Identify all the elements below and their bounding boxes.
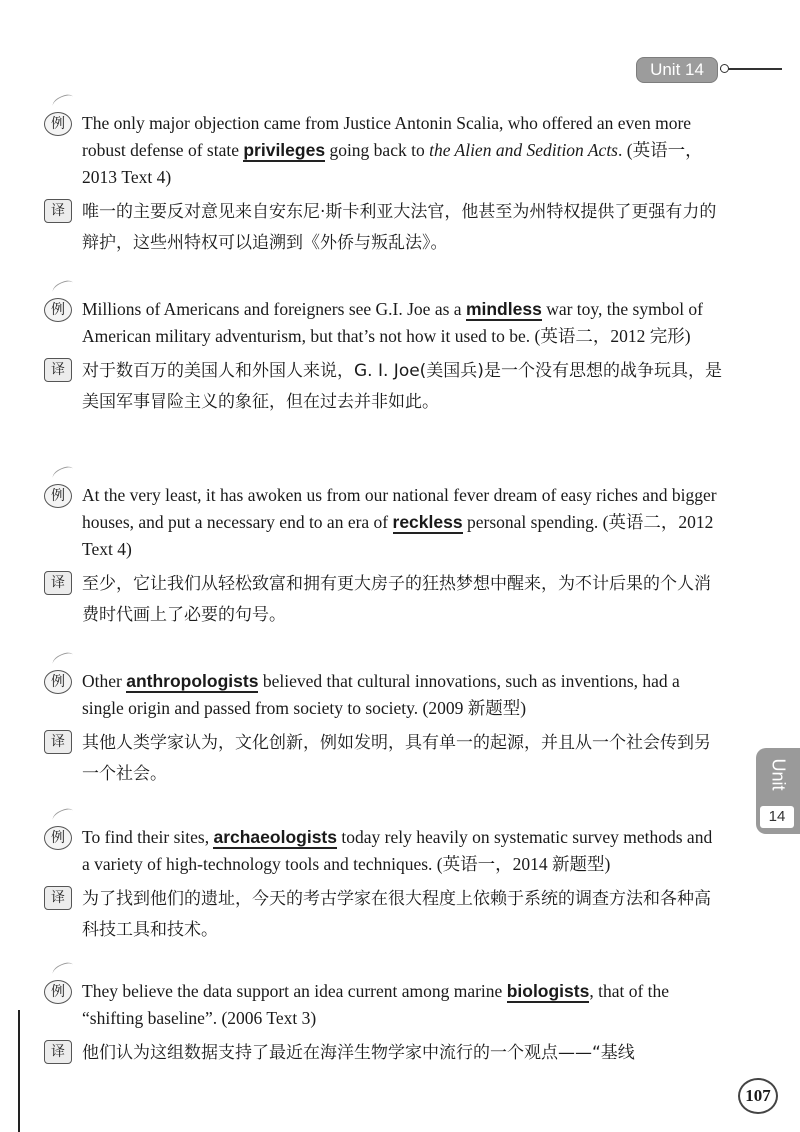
example-sentence — [44, 482, 724, 563]
feather-icon — [51, 960, 76, 979]
translation-text: 对于数百万的美国人和外国人来说，G. I. Joe(美国兵)是一个没有思想的战争玩具，是美国军事冒险主义的象征，但在过去并非如此。 — [82, 361, 722, 412]
translation-marker-icon: 译 — [44, 571, 72, 595]
page-number: 107 — [738, 1078, 778, 1114]
example-sentence — [44, 824, 724, 878]
example-sentence — [44, 296, 724, 350]
source-note: (2006 Text 3) — [217, 1008, 317, 1028]
sentence-text: They believe the data support an idea current among marine — [82, 981, 507, 1001]
side-unit-tab — [756, 748, 800, 834]
sentence-text: , that of the “shifting baseline”. — [82, 981, 670, 1028]
sentence-text: personal spending. — [462, 512, 599, 532]
translation-marker-icon: 译 — [44, 358, 72, 382]
example-sentence — [44, 978, 724, 1032]
translation — [44, 197, 724, 259]
sentence-text: The only major objection came from Justice Antonin Scalia, who offered an even more robust defense of state — [82, 113, 692, 160]
example-entry — [44, 482, 724, 631]
translation — [44, 1038, 724, 1069]
example-marker-icon: 例 — [44, 826, 72, 850]
example-entry — [44, 668, 724, 790]
translation-text: 唯一的主要反对意见来自安东尼·斯卡利亚大法官，他甚至为州特权提供了更强有力的辩护，这些州特权可以追溯到《外侨与叛乱法》。 — [82, 202, 717, 253]
side-tab-number: 14 — [760, 806, 794, 828]
translation — [44, 569, 724, 631]
left-margin-rule — [18, 1010, 20, 1132]
translation-text: 他们认为这组数据支持了最近在海洋生物学家中流行的一个观点——“基线 — [82, 1043, 635, 1063]
keyword: reckless — [392, 512, 463, 532]
header-rule-dot — [720, 64, 729, 73]
side-tab-word: Unit — [768, 758, 789, 791]
source-note: (英语二，2012 完形) — [530, 326, 691, 346]
source-note: (2009 新题型) — [418, 698, 527, 718]
feather-icon — [51, 278, 76, 297]
translation-marker-icon: 译 — [44, 886, 72, 910]
keyword: archaeologists — [213, 827, 337, 847]
translation — [44, 356, 724, 418]
source-note: (英语二，2012 Text 4) — [82, 512, 714, 559]
example-entry — [44, 296, 724, 418]
feather-icon — [51, 650, 76, 669]
sentence-text: Millions of Americans and foreigners see G.I. Joe as a — [82, 299, 466, 319]
example-marker-icon: 例 — [44, 112, 72, 136]
italic-title: the Alien and Sedition Acts — [429, 140, 618, 160]
translation-marker-icon: 译 — [44, 199, 72, 223]
keyword: anthropologists — [126, 671, 259, 691]
example-marker-icon: 例 — [44, 298, 72, 322]
translation-text: 至少，它让我们从轻松致富和拥有更大房子的狂热梦想中醒来，为不计后果的个人消费时代画上了必要的句号。 — [82, 574, 711, 625]
keyword: mindless — [465, 299, 542, 319]
source-note: (英语一，2014 新题型) — [432, 854, 611, 874]
translation-text: 为了找到他们的遗址，今天的考古学家在很大程度上依赖于系统的调查方法和各种高科技工具和技术。 — [82, 889, 711, 940]
example-entry — [44, 978, 724, 1069]
example-marker-icon: 例 — [44, 980, 72, 1004]
sentence-text: Other — [82, 671, 127, 691]
header-rule — [720, 68, 782, 70]
sentence-text: believed that cultural innovations, such as inventions, had a single origin and passed from society to society. — [82, 671, 680, 718]
unit-badge: Unit 14 — [636, 57, 718, 83]
sentence-text: To find their sites, — [82, 827, 214, 847]
example-sentence — [44, 110, 724, 191]
example-marker-icon: 例 — [44, 670, 72, 694]
sentence-text: today rely heavily on systematic survey methods and a variety of high-technology tools and techniques. — [82, 827, 713, 874]
example-entry — [44, 824, 724, 946]
feather-icon — [51, 92, 76, 111]
example-sentence — [44, 668, 724, 722]
keyword: biologists — [506, 981, 590, 1001]
sentence-text: war toy, the symbol of American military adventurism, but that’s not how it used to be. — [82, 299, 704, 346]
sentence-text: At the very least, it has awoken us from our national fever dream of easy riches and bigger houses, and put a necessary end to an era of — [82, 485, 717, 532]
feather-icon — [51, 806, 76, 825]
translation-text: 其他人类学家认为，文化创新，例如发明，具有单一的起源，并且从一个社会传到另一个社会。 — [82, 733, 711, 784]
source-note: . (英语一，2013 Text 4) — [82, 140, 703, 187]
translation-marker-icon: 译 — [44, 730, 72, 754]
example-marker-icon: 例 — [44, 484, 72, 508]
example-entry — [44, 110, 724, 259]
feather-icon — [51, 464, 76, 483]
translation — [44, 728, 724, 790]
translation-marker-icon: 译 — [44, 1040, 72, 1064]
sentence-text: going back to — [325, 140, 430, 160]
keyword: privileges — [243, 140, 326, 160]
translation — [44, 884, 724, 946]
